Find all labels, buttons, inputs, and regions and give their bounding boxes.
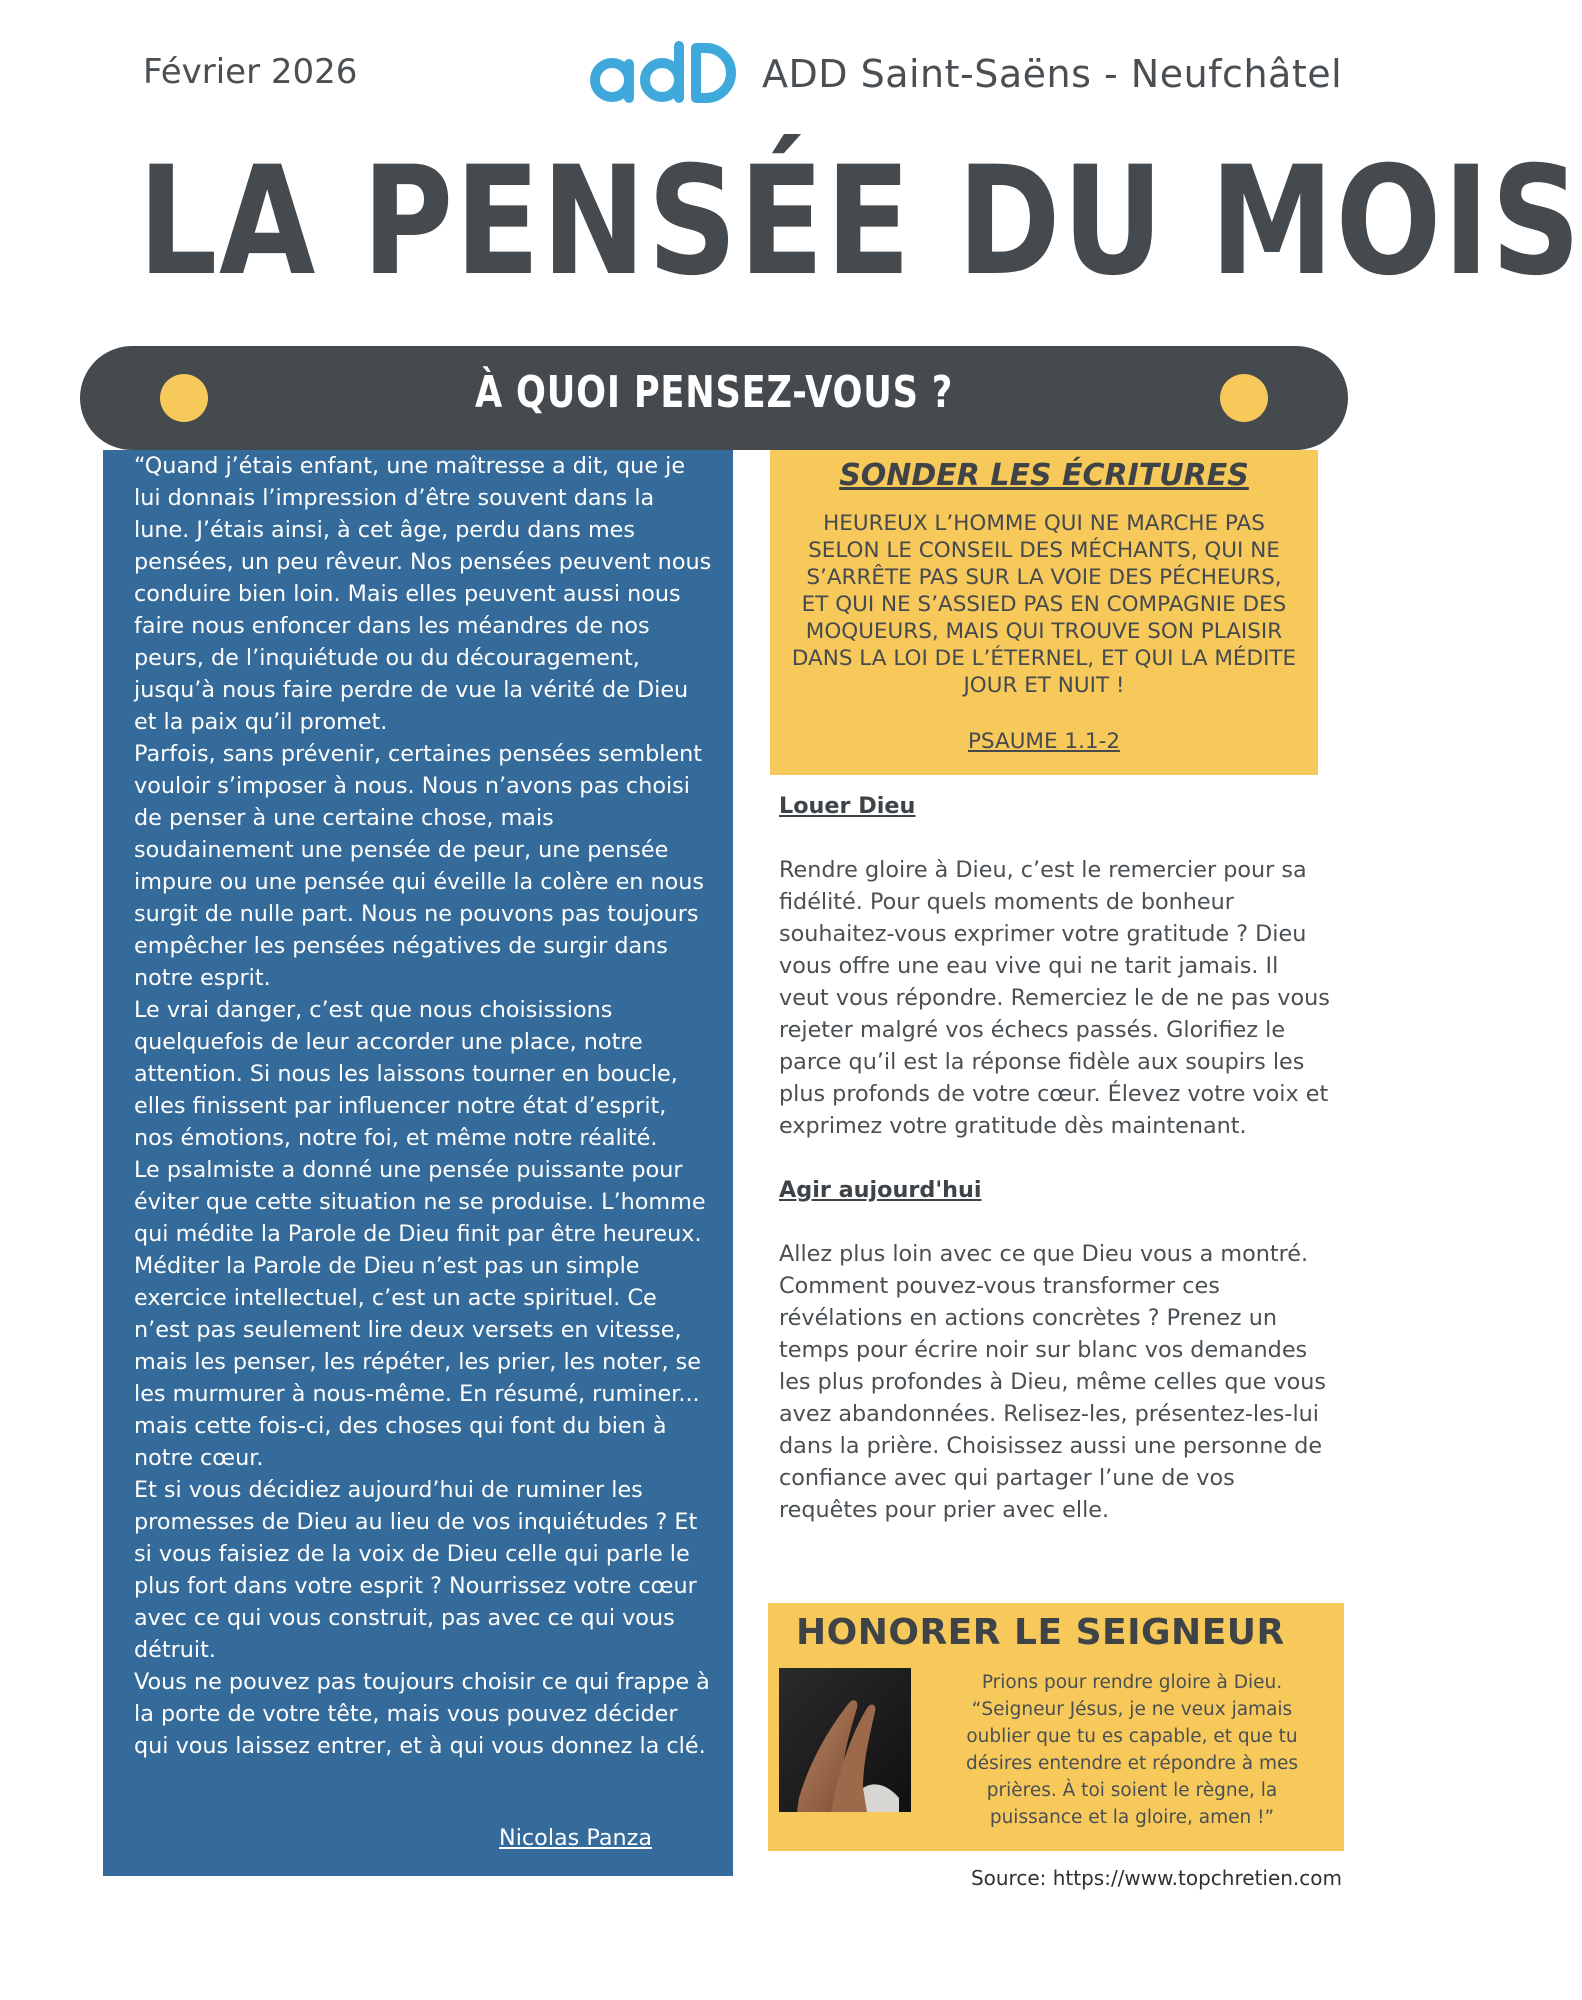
spacer (779, 822, 1331, 854)
banner-title: À QUOI PENSEZ-VOUS ? (474, 367, 954, 418)
article-body (134, 450, 712, 1762)
article-paragraph: “Quand j’étais enfant, une maîtresse a dit, que je lui donnais l’impression d’être souvent dans la lune. J’étais ainsi, à cet âge, perdu dans mes pensées, un peu rêveur. Nos pensées peuvent nous conduire bien loin. Mais elles peuvent aussi nous faire nous enfoncer dans les méandres de nos peurs, de l’inquiétude ou du découragement, jusqu’à nous faire perdre de vue la vérité de Dieu et la paix qu’il promet. (134, 453, 712, 735)
praying-hands-icon (779, 1668, 911, 1812)
honor-title: HONORER LE SEIGNEUR (796, 1612, 1285, 1653)
scripture-reference: PSAUME 1.1-2 (967, 729, 1121, 754)
article-author: Nicolas Panza (499, 1825, 652, 1851)
issue-date: Février 2026 (143, 52, 358, 92)
page-title: LA PENSÉE DU MOIS (138, 135, 1582, 309)
article-paragraph: Méditer la Parole de Dieu n’est pas un simple exercice intellectuel, c’est un acte spirituel. Ce n’est pas seulement lire deux versets en vitesse, mais les penser, les répéter, les prier, les noter, se les murmurer à nous-même. En résumé, ruminer... mais cette fois-ci, des choses qui font du bien à notre cœur. (134, 1253, 701, 1471)
article-paragraph: Et si vous décidiez aujourd’hui de ruminer les promesses de Dieu au lieu de vos inquiétudes ? Et si vous faisiez de la voix de Dieu celle qui parle le plus fort dans votre esprit ? Nourrissez votre cœur avec ce qui vous construit, pas avec ce qui vous détruit. (134, 1477, 698, 1663)
article-paragraph: Le psalmiste a donné une pensée puissante pour éviter que cette situation ne se produise. L’homme qui médite la Parole de Dieu finit par être heureux. (134, 1157, 706, 1247)
spacer (779, 1206, 1331, 1238)
banner-dot-right-icon (1220, 374, 1268, 422)
prayer-text: “Seigneur Jésus, je ne veux jamais oublier que tu es capable, et que tu désires entendre et répondre à mes prières. À toi soient le règne, la puissance et la gloire, amen !” (965, 1699, 1299, 1828)
scripture-verse: HEUREUX L’HOMME QUI NE MARCHE PAS SELON LE CONSEIL DES MÉCHANTS, QUI NE S’ARRÊTE PAS SUR LA VOIE DES PÉCHEURS, ET QUI NE S’ASSIED PAS EN COMPAGNIE DES MOQUEURS, MAIS QUI TROUVE SON PLAISIR DANS LA LOI DE L’ÉTERNEL, ET QUI LA MÉDITE JOUR ET NUIT ! (791, 511, 1297, 698)
add-logo-icon (588, 40, 734, 106)
organization-name: ADD Saint-Saëns - Neufchâtel (762, 52, 1343, 96)
right-column (779, 790, 1331, 1526)
honor-prayer (942, 1669, 1322, 1831)
action-heading: Agir aujourd'hui (779, 1177, 982, 1203)
prayer-intro: Prions pour rendre gloire à Dieu. (981, 1672, 1283, 1693)
praise-heading: Louer Dieu (779, 793, 916, 819)
spacer (779, 1142, 1331, 1174)
article-paragraph: Parfois, sans prévenir, certaines pensées semblent vouloir s’imposer à nous. Nous n’avons pas choisi de penser à une certaine chose, mais soudainement une pensée de peur, une pensée impure ou une pensée qui éveille la colère en nous surgit de nulle part. Nous ne pouvons pas toujours empêcher les pensées négatives de surgir dans notre esprit. (134, 741, 705, 991)
banner-dot-left-icon (160, 374, 208, 422)
article-paragraph: Le vrai danger, c’est que nous choisissions quelquefois de leur accorder une place, notre attention. Si nous les laissons tourner en boucle, elles finissent par influencer notre état d’esprit, nos émotions, notre foi, et même notre réalité. (134, 997, 678, 1151)
article-paragraph: Vous ne pouvez pas toujours choisir ce qui frappe à la porte de votre tête, mais vous pouvez décider qui vous laissez entrer, et à qui vous donnez la clé. (134, 1669, 710, 1759)
source-credit: Source: https://www.topchretien.com (970, 1866, 1342, 1890)
action-text: Allez plus loin avec ce que Dieu vous a montré. Comment pouvez-vous transformer ces révélations en actions concrètes ? Prenez un temps pour écrire noir sur blanc vos demandes les plus profondes à Dieu, même celles que vous avez abandonnées. Relisez-les, présentez-les-lui dans la prière. Choisissez aussi une personne de confiance avec qui partager l’une de vos requêtes pour prier avec elle. (779, 1241, 1327, 1523)
praise-text: Rendre gloire à Dieu, c’est le remercier pour sa fidélité. Pour quels moments de bonheur souhaitez-vous exprimer votre gratitude ? Dieu vous offre une eau vive qui ne tarit jamais. Il veut vous répondre. Remerciez le de ne pas vous rejeter malgré vos échecs passés. Glorifiez le parce qu’il est la réponse fidèle aux soupirs les plus profonds de votre cœur. Élevez votre voix et exprimez votre gratitude dès maintenant. (779, 857, 1330, 1139)
scripture-title: SONDER LES ÉCRITURES (839, 458, 1249, 493)
